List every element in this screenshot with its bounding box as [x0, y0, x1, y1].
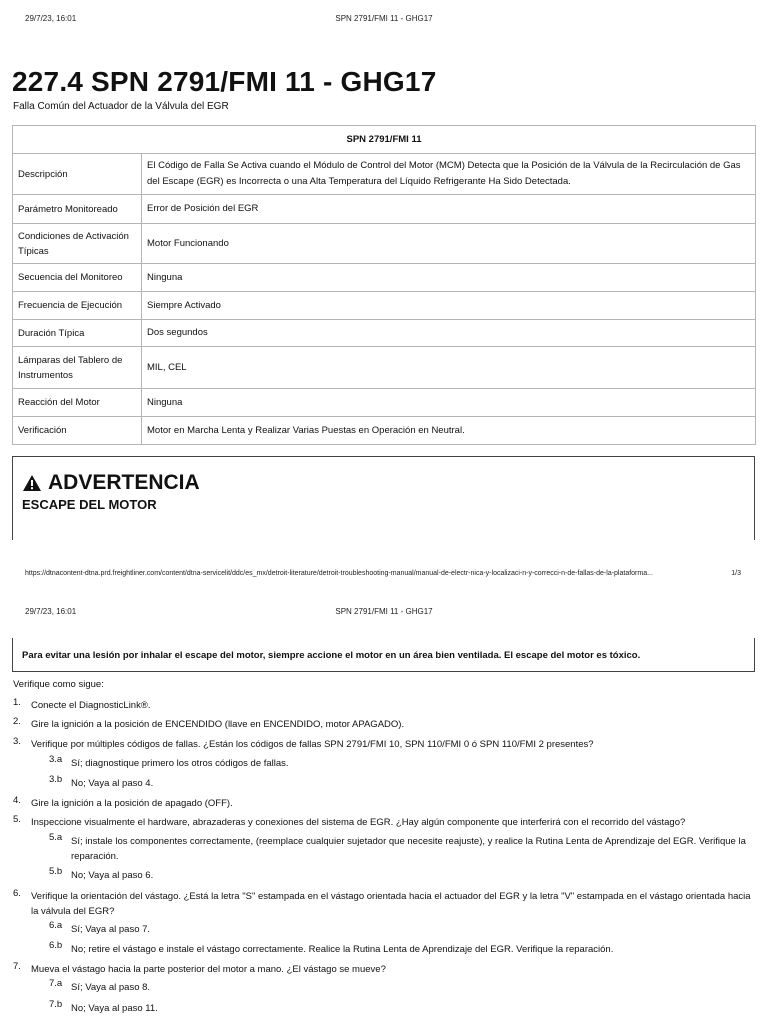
table-row — [13, 264, 756, 292]
step-number: 5. — [13, 814, 21, 825]
warning-title-text: ADVERTENCIA — [48, 471, 200, 494]
footer-page: 1/3 — [731, 570, 741, 577]
warning-title — [22, 471, 200, 495]
row-key: Verificación — [13, 417, 142, 445]
print-date: 29/7/23, 16:01 — [25, 14, 77, 23]
print-title: SPN 2791/FMI 11 - GHG17 — [335, 607, 433, 616]
row-key: Frecuencia de Ejecución — [13, 292, 142, 320]
table-header-row — [13, 126, 756, 154]
footer-url: https://dtnacontent-dtna.prd.freightliner.com/content/dtna-servicelit/ddc/es_mx/detroit-literature/detroit-troubleshooting-manual/manual-de-electr-nica-y-localizaci-n-y-correcci-n-de-fallas-de-la-plataforma... — [25, 570, 653, 577]
row-key: Lámparas del Tablero de Instrumentos — [13, 347, 142, 389]
row-key: Duración Típica — [13, 320, 142, 347]
row-key: Condiciones de Activación Típicas — [13, 224, 142, 264]
page-title: 227.4 SPN 2791/FMI 11 - GHG17 — [12, 66, 437, 97]
step-number: 5.a — [49, 832, 63, 843]
step-number: 7.b — [49, 999, 63, 1010]
step-text: Verifique por múltiples códigos de fallas. ¿Están los códigos de fallas SPN 2791/FMI 10, SPN 110/FMI 0 ó SPN 110/FMI 2 presentes? — [31, 739, 594, 750]
table-row — [13, 195, 756, 224]
page-subtitle: Falla Común del Actuador de la Válvula del EGR — [13, 101, 229, 112]
step-number: 5.b — [49, 866, 63, 877]
step-text: No; Vaya al paso 11. — [71, 1003, 158, 1014]
row-value: Motor Funcionando — [142, 224, 756, 264]
table-row — [13, 347, 756, 389]
step-text: No; retire el vástago e instale el vástago correctamente. Realice la Rutina Lenta de Aprendizaje del EGR. Verifique la reparación. — [71, 944, 614, 955]
warning-text: Para evitar una lesión por inhalar el escape del motor, siempre accione el motor en un área bien ventilada. El escape del motor es tóxico. — [22, 650, 641, 661]
table-row — [13, 389, 756, 417]
table-row — [13, 224, 756, 264]
step-text: Sí; diagnostique primero los otros códigos de fallas. — [71, 758, 289, 769]
row-value: Ninguna — [142, 264, 756, 292]
procedure-intro: Verifique como sigue: — [13, 679, 104, 690]
step-number: 3.b — [49, 774, 63, 785]
step-number: 6.a — [49, 920, 63, 931]
step-text: Sí; Vaya al paso 7. — [71, 924, 151, 935]
row-value: MIL, CEL — [142, 347, 756, 389]
row-value: Dos segundos — [142, 320, 756, 347]
step-text: No; Vaya al paso 6. — [71, 870, 154, 881]
step-text: No; Vaya al paso 4. — [71, 778, 154, 789]
warning-box — [12, 456, 755, 540]
print-title: SPN 2791/FMI 11 - GHG17 — [335, 14, 433, 23]
step-number: 6. — [13, 888, 21, 899]
table-row — [13, 292, 756, 320]
step-text: Conecte el DiagnosticLink®. — [31, 700, 151, 711]
row-key: Parámetro Monitoreado — [13, 195, 142, 224]
step-number: 6.b — [49, 940, 63, 951]
step-text: Mueva el vástago hacia la parte posterior del motor a mano. ¿El vástago se mueve? — [31, 964, 386, 975]
step-text: Gire la ignición a la posición de ENCENDIDO (llave en ENCENDIDO, motor APAGADO). — [31, 719, 405, 730]
warning-box-continued — [12, 638, 755, 672]
row-value: Ninguna — [142, 389, 756, 417]
warning-triangle-icon — [22, 474, 42, 492]
fault-spec-table — [12, 125, 756, 445]
table-row — [13, 154, 756, 195]
step-text: Gire la ignición a la posición de apagado (OFF). — [31, 798, 233, 809]
row-value: Siempre Activado — [142, 292, 756, 320]
print-date: 29/7/23, 16:01 — [25, 607, 77, 616]
step-number: 2. — [13, 716, 21, 727]
table-row — [13, 320, 756, 347]
step-text: Sí; instale los componentes correctamente, (reemplace cualquier sujetador que necesite reajuste), y realice la Rutina Lenta de Aprendizaje del EGR. Verifique la reparación. — [71, 836, 746, 862]
row-key: Secuencia del Monitoreo — [13, 264, 142, 292]
row-value: Error de Posición del EGR — [142, 195, 756, 224]
row-value: Motor en Marcha Lenta y Realizar Varias Puestas en Operación en Neutral. — [142, 417, 756, 445]
step-number: 3.a — [49, 754, 63, 765]
step-number: 7.a — [49, 978, 63, 989]
table-header: SPN 2791/FMI 11 — [13, 126, 756, 154]
row-key: Reacción del Motor — [13, 389, 142, 417]
step-number: 4. — [13, 795, 21, 806]
step-text: Sí; Vaya al paso 8. — [71, 982, 151, 993]
table-row — [13, 417, 756, 445]
warning-subtitle: ESCAPE DEL MOTOR — [22, 497, 157, 512]
row-key: Descripción — [13, 154, 142, 195]
step-number: 7. — [13, 961, 21, 972]
step-number: 3. — [13, 736, 21, 747]
step-text: Inspeccione visualmente el hardware, abrazaderas y conexiones del sistema de EGR. ¿Hay algún componente que interferirá con el recorrido del vástago? — [31, 817, 686, 828]
step-number: 1. — [13, 697, 21, 708]
step-text: Verifique la orientación del vástago. ¿Está la letra "S" estampada en el vástago orientada hacia el actuador del EGR y la letra "V" estampada en el vástago orientada hacia la válvula del EGR? — [31, 891, 751, 917]
row-value: El Código de Falla Se Activa cuando el Módulo de Control del Motor (MCM) Detecta que la Posición de la Válvula de la Recirculación de Gas del Escape (EGR) es Incorrecta o una Alta Temperatura del Líquido Refrigerante Ha Sido Detectada. — [142, 154, 756, 195]
